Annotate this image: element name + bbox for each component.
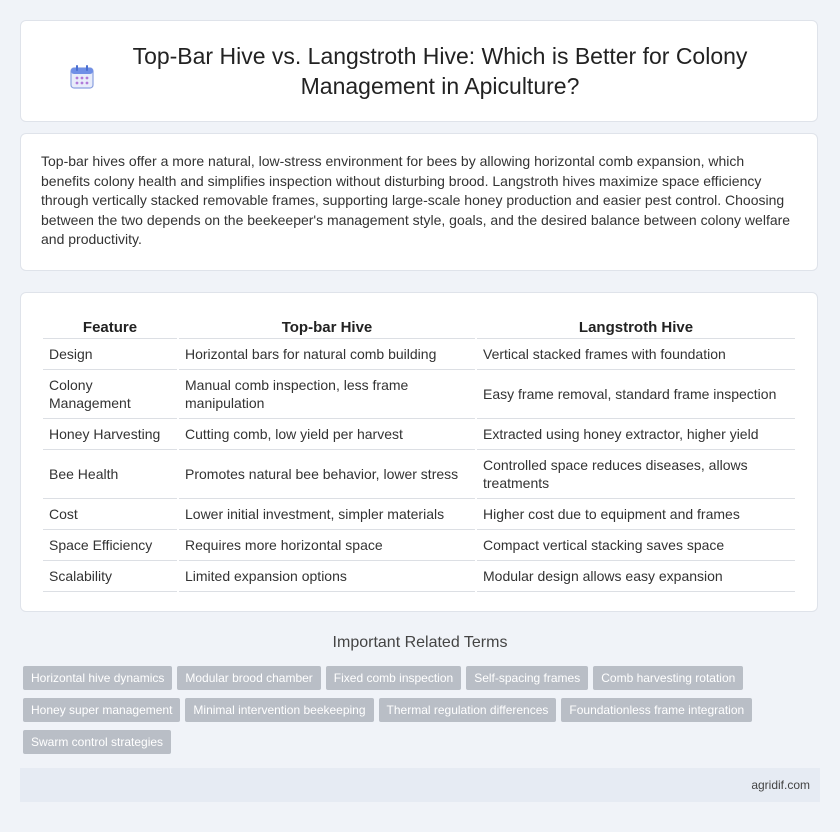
related-term-tag[interactable]: Minimal intervention beekeeping xyxy=(185,698,373,722)
table-row xyxy=(43,561,795,592)
column-header-langstroth: Langstroth Hive xyxy=(477,313,795,339)
intro-text: Top-bar hives offer a more natural, low-stress environment for bees by allowing horizontal comb expansion, which benefits colony health and simplifies inspection without disturbing brood. Langstroth hives maximize space efficiency through vertically stacked removable frames, supporting large-scale honey production and easier pest control. Choosing between the two depends on the beekeeper's management style, goals, and the desired balance between colony welfare and productivity. xyxy=(41,153,791,247)
table-cell-langstroth: Modular design allows easy expansion xyxy=(477,561,795,592)
table-row xyxy=(43,419,795,450)
table-row xyxy=(43,530,795,561)
related-term-tag[interactable]: Modular brood chamber xyxy=(177,666,320,690)
table-cell-langstroth: Extracted using honey extractor, higher yield xyxy=(477,419,795,450)
related-terms-tags xyxy=(23,666,823,762)
table-row xyxy=(43,339,795,370)
table-cell-langstroth: Controlled space reduces diseases, allows treatments xyxy=(477,450,795,499)
related-term-tag[interactable]: Honey super management xyxy=(23,698,180,722)
table-cell-langstroth: Vertical stacked frames with foundation xyxy=(477,339,795,370)
table-cell-top-bar: Manual comb inspection, less frame manipulation xyxy=(179,370,475,419)
intro-card xyxy=(20,133,818,271)
table-cell-top-bar: Lower initial investment, simpler materials xyxy=(179,499,475,530)
table-cell-feature: Design xyxy=(43,339,177,370)
comparison-table xyxy=(41,313,797,592)
comparison-card xyxy=(20,292,818,612)
table-cell-top-bar: Cutting comb, low yield per harvest xyxy=(179,419,475,450)
column-header-top-bar: Top-bar Hive xyxy=(179,313,475,339)
column-header-feature: Feature xyxy=(43,313,177,339)
calendar-icon xyxy=(68,63,96,91)
table-cell-top-bar: Horizontal bars for natural comb building xyxy=(179,339,475,370)
table-cell-langstroth: Compact vertical stacking saves space xyxy=(477,530,795,561)
table-row xyxy=(43,499,795,530)
related-term-tag[interactable]: Comb harvesting rotation xyxy=(593,666,743,690)
table-cell-top-bar: Limited expansion options xyxy=(179,561,475,592)
table-cell-feature: Space Efficiency xyxy=(43,530,177,561)
table-cell-top-bar: Promotes natural bee behavior, lower stress xyxy=(179,450,475,499)
footer-site-link[interactable]: agridif.com xyxy=(751,778,810,792)
table-cell-top-bar: Requires more horizontal space xyxy=(179,530,475,561)
table-cell-langstroth: Easy frame removal, standard frame inspection xyxy=(477,370,795,419)
related-term-tag[interactable]: Horizontal hive dynamics xyxy=(23,666,172,690)
related-terms-title: Important Related Terms xyxy=(332,634,508,651)
footer xyxy=(20,768,820,802)
table-cell-feature: Bee Health xyxy=(43,450,177,499)
table-row xyxy=(43,450,795,499)
table-header-row xyxy=(43,313,795,339)
table-row xyxy=(43,370,795,419)
page-title: Top-Bar Hive vs. Langstroth Hive: Which is Better for Colony Management in Apiculture? xyxy=(132,43,748,99)
title-card xyxy=(20,20,818,122)
related-term-tag[interactable]: Fixed comb inspection xyxy=(326,666,461,690)
title-wrap xyxy=(21,41,817,101)
related-term-tag[interactable]: Thermal regulation differences xyxy=(379,698,557,722)
related-term-tag[interactable]: Foundationless frame integration xyxy=(561,698,752,722)
table-cell-langstroth: Higher cost due to equipment and frames xyxy=(477,499,795,530)
table-cell-feature: Scalability xyxy=(43,561,177,592)
related-term-tag[interactable]: Self-spacing frames xyxy=(466,666,588,690)
table-cell-feature: Cost xyxy=(43,499,177,530)
table-cell-feature: Honey Harvesting xyxy=(43,419,177,450)
related-term-tag[interactable]: Swarm control strategies xyxy=(23,730,171,754)
table-cell-feature: Colony Management xyxy=(43,370,177,419)
